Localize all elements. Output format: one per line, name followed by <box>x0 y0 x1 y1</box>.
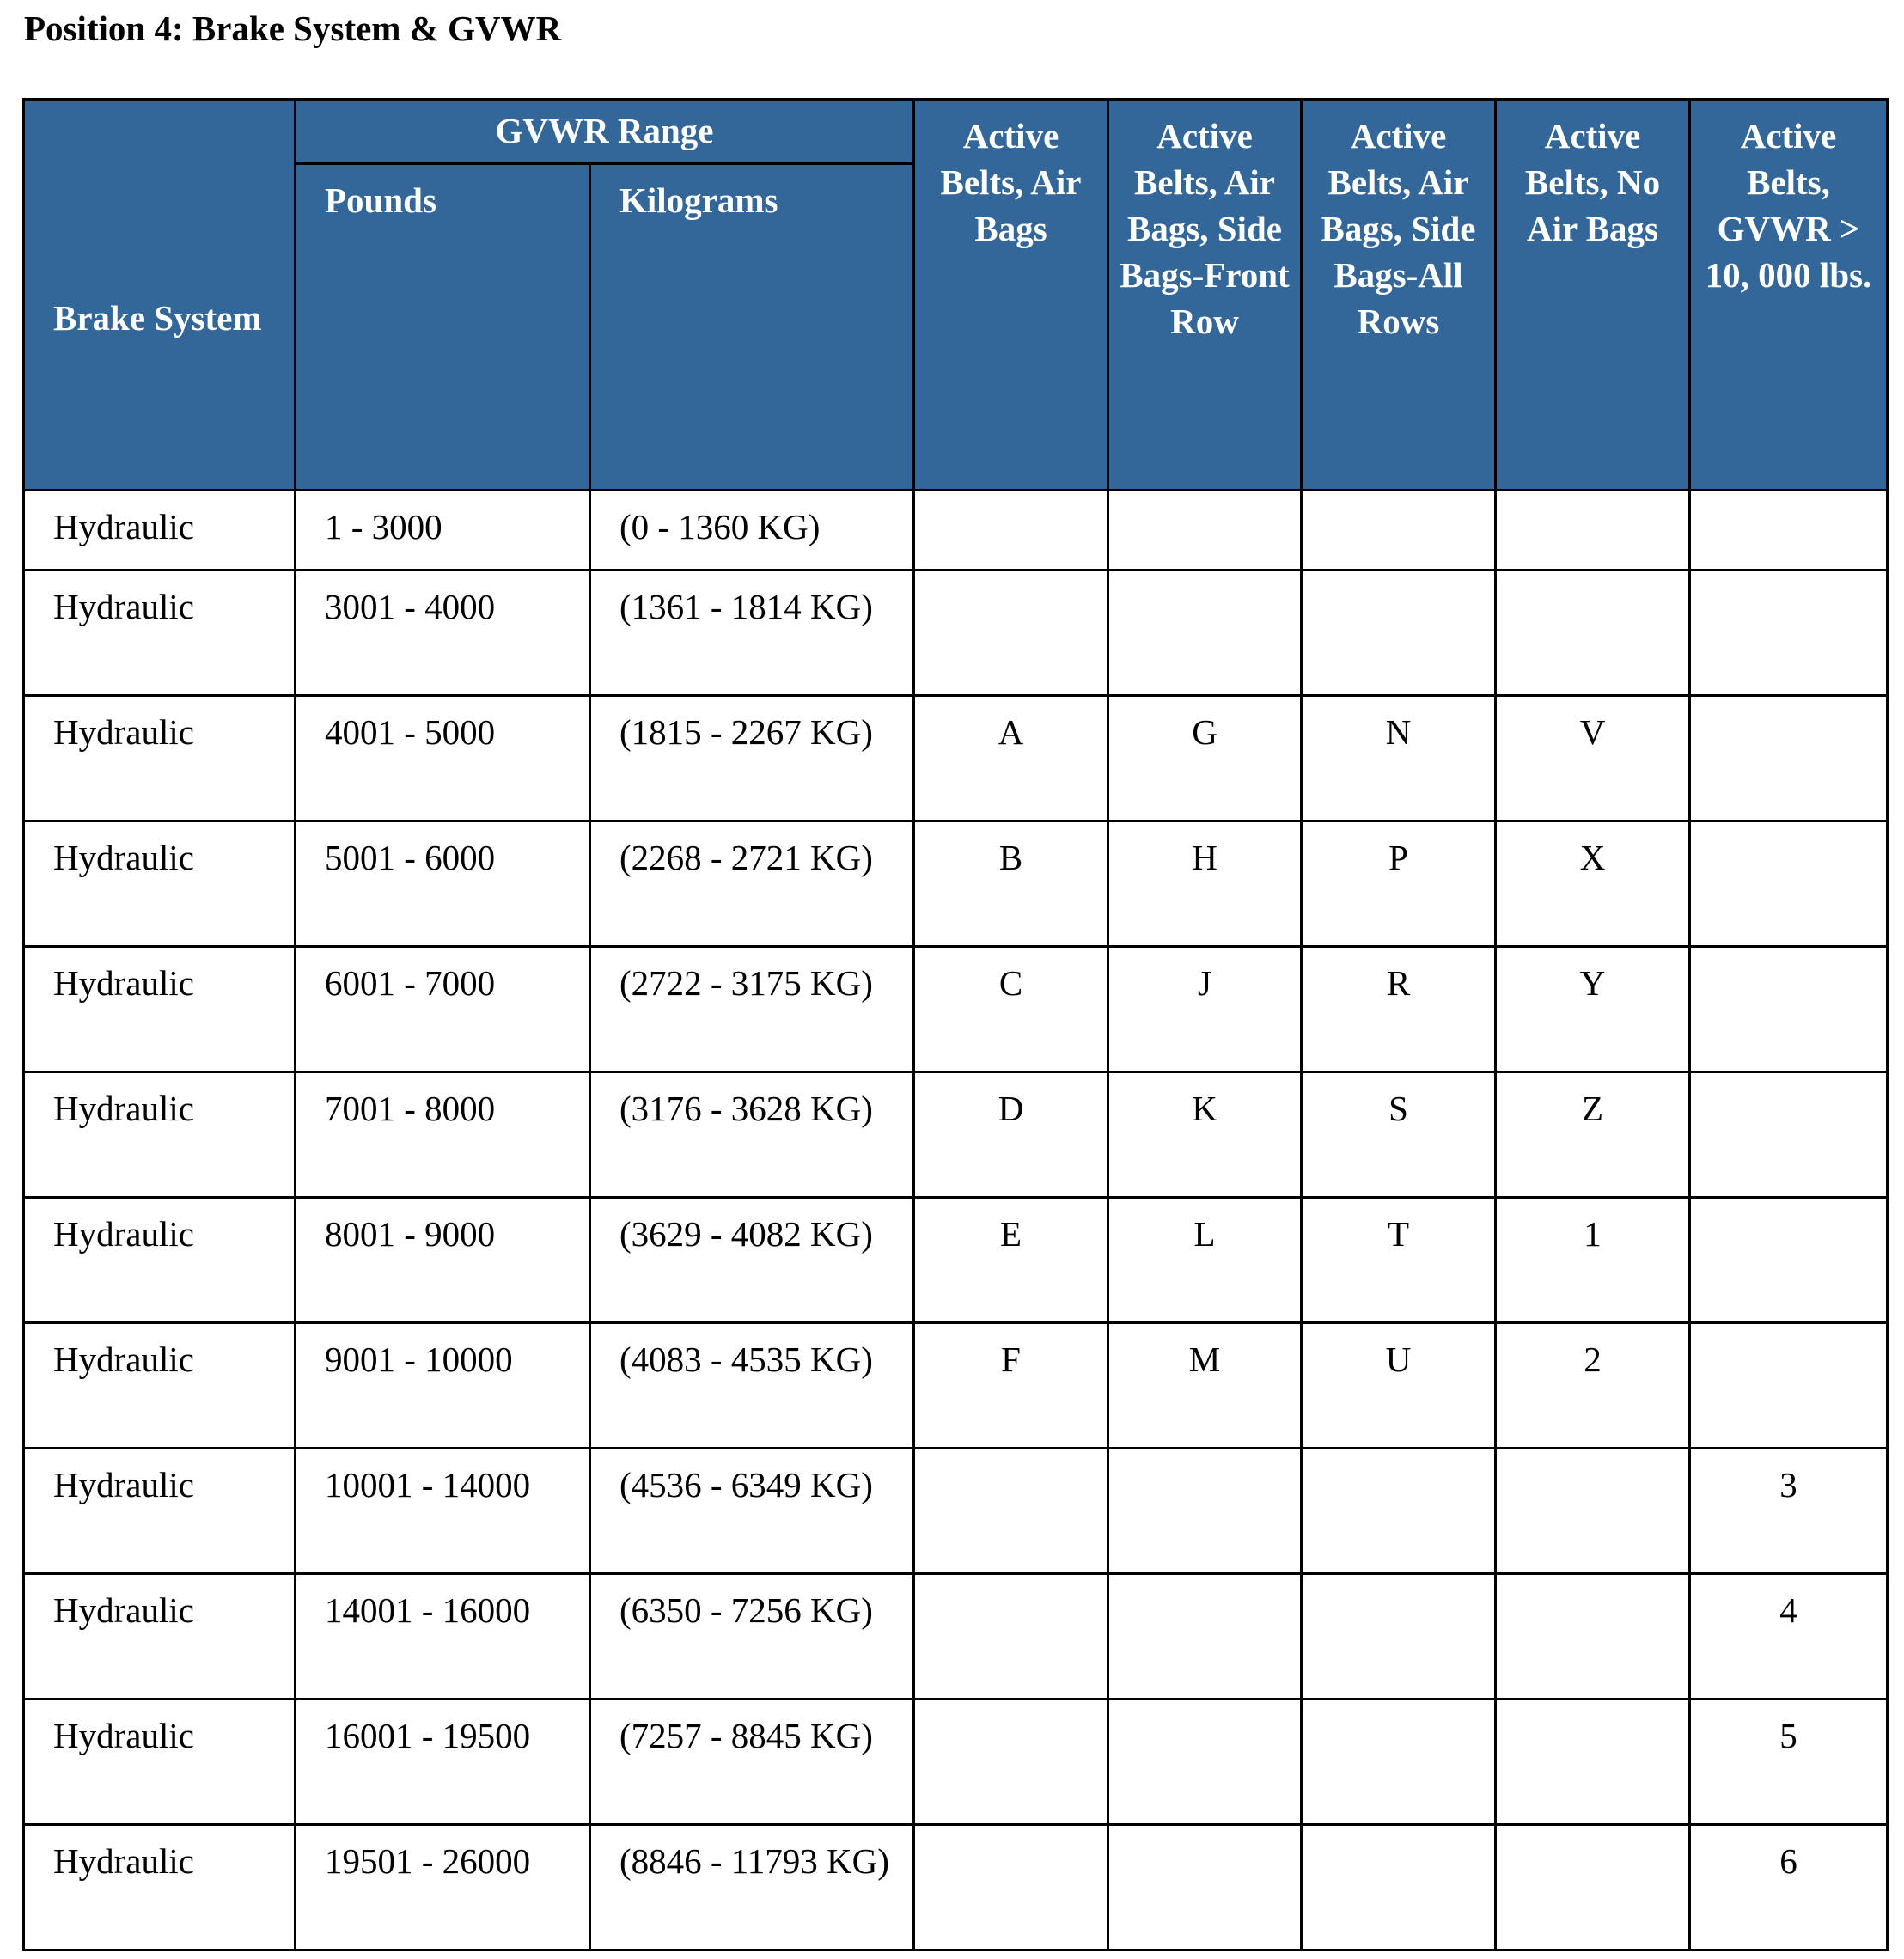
cell-brake-system: Hydraulic <box>24 1449 296 1574</box>
cell-code-side-front-row <box>1108 1825 1302 1950</box>
header-side-bags-front-row: Active Belts, Air Bags, Side Bags-Front Row <box>1108 100 1302 491</box>
cell-brake-system: Hydraulic <box>24 821 296 947</box>
cell-kilograms: (0 - 1360 KG) <box>590 491 914 571</box>
cell-code-no-airbags <box>1496 1449 1690 1574</box>
cell-code-belts-airbags: C <box>914 947 1108 1072</box>
cell-code-belts-airbags <box>914 491 1108 571</box>
cell-brake-system: Hydraulic <box>24 1825 296 1950</box>
cell-code-gvwr-over <box>1690 571 1888 696</box>
table-row <box>24 1072 1888 1198</box>
cell-code-belts-airbags: E <box>914 1198 1108 1323</box>
cell-kilograms: (4083 - 4535 KG) <box>590 1323 914 1449</box>
table-row <box>24 1825 1888 1950</box>
cell-code-side-front-row: J <box>1108 947 1302 1072</box>
cell-code-belts-airbags <box>914 571 1108 696</box>
cell-code-side-all-rows: T <box>1302 1198 1496 1323</box>
cell-code-side-all-rows: P <box>1302 821 1496 947</box>
cell-code-side-front-row: M <box>1108 1323 1302 1449</box>
cell-pounds: 1 - 3000 <box>296 491 590 571</box>
cell-code-side-front-row <box>1108 1700 1302 1825</box>
cell-code-side-all-rows: S <box>1302 1072 1496 1198</box>
cell-code-no-airbags <box>1496 1825 1690 1950</box>
cell-code-no-airbags: Z <box>1496 1072 1690 1198</box>
cell-code-gvwr-over <box>1690 821 1888 947</box>
cell-code-no-airbags <box>1496 1700 1690 1825</box>
cell-code-side-front-row: G <box>1108 696 1302 821</box>
cell-kilograms: (6350 - 7256 KG) <box>590 1574 914 1700</box>
cell-pounds: 14001 - 16000 <box>296 1574 590 1700</box>
table-row <box>24 1198 1888 1323</box>
cell-brake-system: Hydraulic <box>24 1574 296 1700</box>
table-row <box>24 696 1888 821</box>
cell-code-side-all-rows: U <box>1302 1323 1496 1449</box>
cell-code-no-airbags <box>1496 491 1690 571</box>
header-gvwr-over-10000: Active Belts, GVWR > 10, 000 lbs. <box>1690 100 1888 491</box>
cell-code-gvwr-over <box>1690 696 1888 821</box>
cell-code-no-airbags <box>1496 571 1690 696</box>
cell-kilograms: (7257 - 8845 KG) <box>590 1700 914 1825</box>
header-belts-airbags: Active Belts, Air Bags <box>914 100 1108 491</box>
cell-brake-system: Hydraulic <box>24 571 296 696</box>
cell-code-side-all-rows <box>1302 1825 1496 1950</box>
cell-code-no-airbags <box>1496 1574 1690 1700</box>
cell-pounds: 6001 - 7000 <box>296 947 590 1072</box>
cell-code-no-airbags: X <box>1496 821 1690 947</box>
cell-kilograms: (3629 - 4082 KG) <box>590 1198 914 1323</box>
cell-pounds: 16001 - 19500 <box>296 1700 590 1825</box>
header-gvwr-range: GVWR Range <box>296 100 914 164</box>
cell-brake-system: Hydraulic <box>24 1323 296 1449</box>
table-row <box>24 1323 1888 1449</box>
cell-kilograms: (3176 - 3628 KG) <box>590 1072 914 1198</box>
table-row <box>24 571 1888 696</box>
cell-kilograms: (2268 - 2721 KG) <box>590 821 914 947</box>
cell-brake-system: Hydraulic <box>24 947 296 1072</box>
cell-code-side-all-rows <box>1302 1449 1496 1574</box>
cell-pounds: 5001 - 6000 <box>296 821 590 947</box>
header-pounds: Pounds <box>296 164 590 491</box>
cell-code-side-front-row: H <box>1108 821 1302 947</box>
cell-kilograms: (4536 - 6349 KG) <box>590 1449 914 1574</box>
cell-code-side-front-row <box>1108 1574 1302 1700</box>
table-row <box>24 1574 1888 1700</box>
cell-code-side-front-row <box>1108 571 1302 696</box>
cell-code-belts-airbags <box>914 1700 1108 1825</box>
cell-code-side-front-row <box>1108 1449 1302 1574</box>
cell-code-gvwr-over <box>1690 1072 1888 1198</box>
cell-code-gvwr-over: 4 <box>1690 1574 1888 1700</box>
cell-pounds: 9001 - 10000 <box>296 1323 590 1449</box>
header-side-bags-all-rows: Active Belts, Air Bags, Side Bags-All Rows <box>1302 100 1496 491</box>
cell-code-belts-airbags <box>914 1825 1108 1950</box>
header-row-top <box>24 100 1888 164</box>
cell-code-no-airbags: V <box>1496 696 1690 821</box>
cell-pounds: 8001 - 9000 <box>296 1198 590 1323</box>
cell-pounds: 19501 - 26000 <box>296 1825 590 1950</box>
cell-brake-system: Hydraulic <box>24 1198 296 1323</box>
cell-code-side-front-row <box>1108 491 1302 571</box>
cell-kilograms: (8846 - 11793 KG) <box>590 1825 914 1950</box>
cell-code-gvwr-over: 3 <box>1690 1449 1888 1574</box>
cell-brake-system: Hydraulic <box>24 491 296 571</box>
header-brake-system: Brake System <box>24 100 296 491</box>
header-no-airbags: Active Belts, No Air Bags <box>1496 100 1690 491</box>
cell-code-belts-airbags <box>914 1449 1108 1574</box>
cell-code-belts-airbags <box>914 1574 1108 1700</box>
cell-code-side-all-rows <box>1302 491 1496 571</box>
cell-brake-system: Hydraulic <box>24 1072 296 1198</box>
cell-code-gvwr-over: 6 <box>1690 1825 1888 1950</box>
cell-code-belts-airbags: F <box>914 1323 1108 1449</box>
cell-code-gvwr-over <box>1690 491 1888 571</box>
cell-kilograms: (1815 - 2267 KG) <box>590 696 914 821</box>
cell-code-gvwr-over <box>1690 1198 1888 1323</box>
cell-pounds: 10001 - 14000 <box>296 1449 590 1574</box>
cell-pounds: 3001 - 4000 <box>296 571 590 696</box>
cell-code-side-all-rows: R <box>1302 947 1496 1072</box>
header-kilograms: Kilograms <box>590 164 914 491</box>
cell-code-side-all-rows <box>1302 571 1496 696</box>
cell-kilograms: (1361 - 1814 KG) <box>590 571 914 696</box>
cell-pounds: 7001 - 8000 <box>296 1072 590 1198</box>
cell-code-gvwr-over: 5 <box>1690 1700 1888 1825</box>
table-row <box>24 821 1888 947</box>
cell-code-no-airbags: 1 <box>1496 1198 1690 1323</box>
cell-code-belts-airbags: B <box>914 821 1108 947</box>
table-row <box>24 1449 1888 1574</box>
cell-code-gvwr-over <box>1690 947 1888 1072</box>
page-title: Position 4: Brake System & GVWR <box>24 9 562 48</box>
brake-gvwr-table <box>22 98 1889 1951</box>
cell-pounds: 4001 - 5000 <box>296 696 590 821</box>
cell-code-no-airbags: 2 <box>1496 1323 1690 1449</box>
cell-code-no-airbags: Y <box>1496 947 1690 1072</box>
cell-brake-system: Hydraulic <box>24 1700 296 1825</box>
cell-code-side-front-row: L <box>1108 1198 1302 1323</box>
table-row <box>24 947 1888 1072</box>
cell-code-side-all-rows <box>1302 1700 1496 1825</box>
cell-code-side-all-rows <box>1302 1574 1496 1700</box>
cell-code-side-all-rows: N <box>1302 696 1496 821</box>
cell-code-gvwr-over <box>1690 1323 1888 1449</box>
cell-code-belts-airbags: A <box>914 696 1108 821</box>
table-row <box>24 491 1888 571</box>
cell-code-side-front-row: K <box>1108 1072 1302 1198</box>
cell-kilograms: (2722 - 3175 KG) <box>590 947 914 1072</box>
cell-brake-system: Hydraulic <box>24 696 296 821</box>
table-body <box>24 491 1888 1950</box>
cell-code-belts-airbags: D <box>914 1072 1108 1198</box>
table-row <box>24 1700 1888 1825</box>
